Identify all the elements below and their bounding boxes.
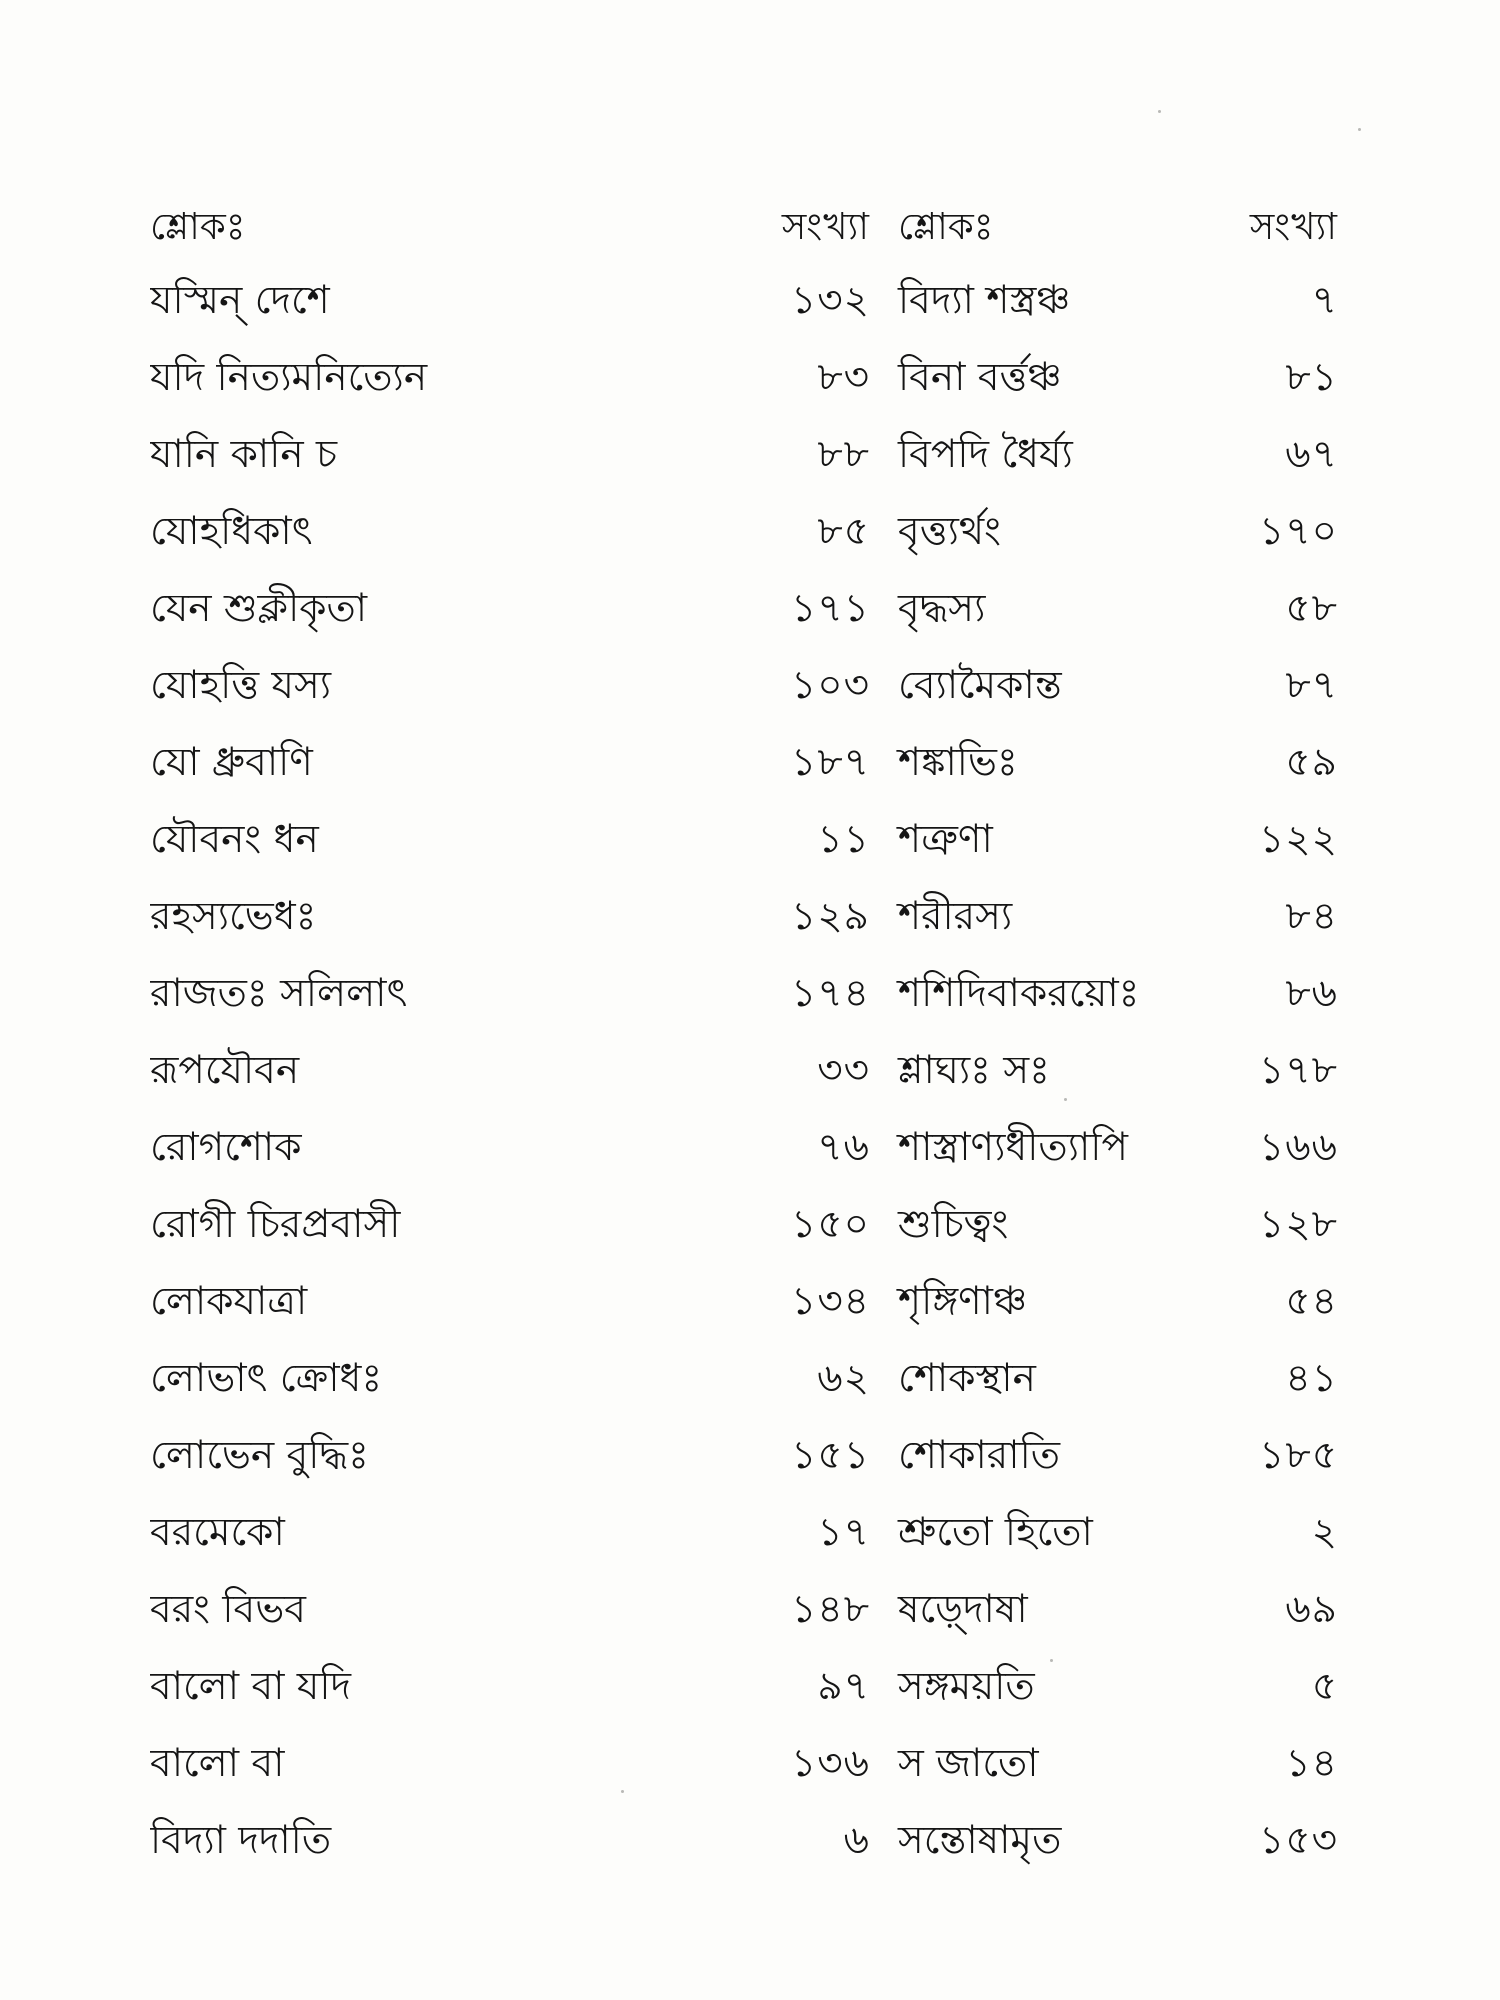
index-header-row [150,190,1350,262]
index-row [150,1186,1350,1263]
right-shloka-number: ১৫৩ [1259,1818,1338,1863]
right-shloka-number: ৬৯ [1285,1587,1338,1632]
left-shloka-number: ১৫১ [791,1433,870,1478]
left-shloka-number: ১১ [817,817,870,862]
print-speck [1158,110,1161,113]
left-shloka-number: ৯৭ [817,1664,870,1709]
left-shloka-term: যোহত্তি যস্য [150,663,332,708]
right-shloka-number: ৫৮ [1285,586,1338,631]
print-speck [1064,1098,1067,1101]
right-shloka-number: ১৭৮ [1259,1048,1338,1093]
left-shloka-number: ৩৩ [817,1048,870,1093]
index-row [150,416,1350,493]
left-shloka-number: ১২৯ [791,894,870,939]
left-shloka-number: ৮৫ [817,509,870,554]
right-shloka-number: ৮৭ [1285,663,1338,708]
right-shloka-number: ১৮৫ [1259,1433,1338,1478]
left-shloka-number: ১৩২ [790,278,870,323]
index-row [150,878,1350,955]
right-shloka-number: ১৬৬ [1258,1125,1338,1170]
right-shloka-term: বিপদি ধৈর্য্য [898,432,1073,477]
right-shloka-term: বৃত্ত্যর্থং [898,509,1001,554]
right-shloka-term: বিনা বর্ত্তঞ্চ [898,355,1062,400]
index-row [150,339,1350,416]
index-row [150,1802,1350,1879]
left-term-header: শ্লোকঃ [150,204,246,248]
right-shloka-number: ১৪ [1285,1741,1338,1786]
left-shloka-term: রাজতঃ সলিলাৎ [150,971,408,1016]
right-shloka-term: শরীরস্য [898,894,1013,939]
left-shloka-number: ৬ [843,1818,870,1863]
right-shloka-term: শ্রুতো হিতো [898,1510,1093,1555]
index-row [150,801,1350,878]
index-row [150,570,1350,647]
left-shloka-term: লোভাৎ ক্রোধঃ [150,1356,383,1401]
index-row [150,1109,1350,1186]
left-shloka-term: রোগী চিরপ্রবাসী [150,1202,401,1247]
right-shloka-term: শাস্ত্রাণ্যধীত্যাপি [898,1125,1128,1170]
right-shloka-term: শশিদিবাকরয়োঃ [898,971,1140,1016]
left-shloka-term: যানি কানি চ [150,432,338,477]
right-shloka-term: সঙ্গময়তি [898,1664,1035,1709]
index-row [150,955,1350,1032]
right-shloka-term: ষড়্দোষা [898,1587,1028,1632]
index-row [150,1263,1350,1340]
left-shloka-number: ৮৩ [817,355,870,400]
right-shloka-number: ৬৭ [1285,432,1338,477]
left-shloka-number: ৬২ [817,1356,870,1401]
right-shloka-term: শোকস্থান [898,1356,1036,1401]
left-shloka-term: বরমেকো [150,1510,285,1555]
right-shloka-number: ১২৮ [1259,1202,1338,1247]
left-shloka-number: ৭৬ [817,1125,870,1170]
left-shloka-term: বালো বা [150,1741,285,1786]
right-shloka-term: বিদ্যা শস্ত্রঞ্চ [898,278,1071,323]
left-shloka-term: রোগশোক [150,1125,302,1170]
left-shloka-number: ১৫০ [791,1202,870,1247]
left-shloka-number: ১৮৭ [791,740,870,785]
left-shloka-number: ১৩৬ [790,1741,870,1786]
right-shloka-number: ৮১ [1285,355,1338,400]
left-shloka-number: ১৪৮ [791,1587,870,1632]
right-shloka-term: শৃঙ্গিণাঞ্চ [898,1279,1028,1324]
left-shloka-term: যেন শুক্লীকৃতা [150,586,368,631]
shloka-index-table [150,190,1350,1879]
left-shloka-term: রূপযৌবন [150,1048,300,1093]
right-shloka-term: শঙ্কাভিঃ [898,740,1018,785]
right-shloka-term: বৃদ্ধস্য [898,586,986,631]
left-shloka-term: লোভেন বুদ্ধিঃ [150,1433,369,1478]
left-shloka-term: বরং বিভব [150,1587,306,1632]
right-shloka-term: শত্রুণা [898,817,993,862]
left-shloka-number: ১৭১ [791,586,870,631]
index-row [150,1032,1350,1109]
index-row [150,493,1350,570]
right-shloka-term: সন্তোষামৃত [898,1818,1062,1863]
right-shloka-number: ৮৪ [1285,894,1338,939]
index-row [150,1340,1350,1417]
left-shloka-term: যো ধ্রুবাণি [150,740,313,785]
left-shloka-number: ১০৩ [790,663,870,708]
index-row [150,724,1350,801]
right-shloka-term: শ্লাঘ্যঃ সঃ [898,1048,1050,1093]
left-shloka-number: ৮৮ [817,432,870,477]
right-shloka-number: ১২২ [1258,817,1338,862]
right-term-header: শ্লোকঃ [898,204,994,248]
index-row [150,1571,1350,1648]
right-shloka-term: শুচিত্বং [898,1202,1009,1247]
index-row [150,1494,1350,1571]
index-row [150,262,1350,339]
right-shloka-term: স জাতো [898,1741,1039,1786]
right-shloka-number: ১৭০ [1258,509,1338,554]
left-shloka-number: ১৩৪ [791,1279,870,1324]
print-speck [1050,1659,1053,1662]
left-number-header: সংখ্যা [781,204,870,248]
right-shloka-term: ব্যোমৈকান্ত [898,663,1062,708]
right-shloka-number: ৫৪ [1285,1279,1338,1324]
left-shloka-number: ১৭ [817,1510,870,1555]
index-row [150,1725,1350,1802]
right-shloka-number: ৫৯ [1285,740,1338,785]
right-shloka-number: ৮৬ [1285,971,1338,1016]
index-row [150,647,1350,724]
left-shloka-term: বিদ্যা দদাতি [150,1818,332,1863]
index-row [150,1648,1350,1725]
left-shloka-term: যস্মিন্ দেশে [150,278,330,323]
index-row [150,1417,1350,1494]
print-speck [621,1790,624,1793]
right-number-header: সংখ্যা [1249,204,1338,248]
right-shloka-number: ৭ [1311,278,1338,323]
left-shloka-number: ১৭৪ [791,971,870,1016]
left-shloka-term: যোহধিকাৎ [150,509,313,554]
left-shloka-term: রহস্যভেধঃ [150,894,317,939]
right-shloka-number: ২ [1311,1510,1338,1555]
left-shloka-term: যৌবনং ধন [150,817,319,862]
left-shloka-term: বালো বা যদি [150,1664,351,1709]
right-shloka-number: ৪১ [1285,1356,1338,1401]
right-shloka-term: শোকারাতি [898,1433,1060,1478]
print-speck [1358,128,1361,131]
left-shloka-term: যদি নিত্যমনিত্যেন [150,355,428,400]
right-shloka-number: ৫ [1311,1664,1338,1709]
left-shloka-term: লোকযাত্রা [150,1279,308,1324]
